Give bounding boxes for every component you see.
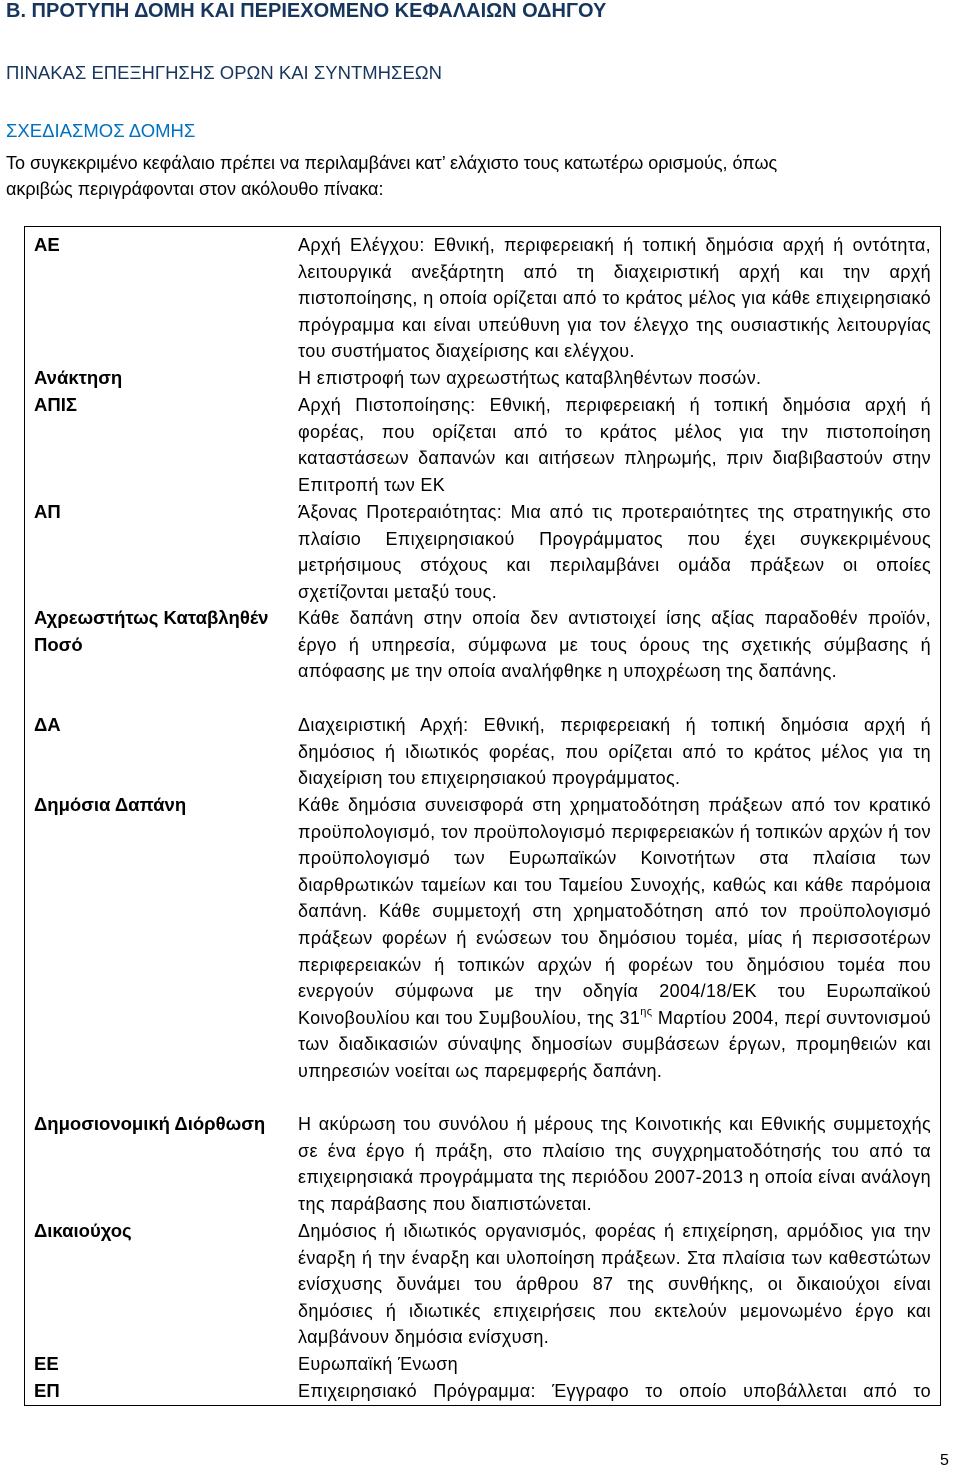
definition: Η ακύρωση του συνόλου ή μέρους της Κοινοτικής και Εθνικής συμμετοχής σε ένα έργο ή πράξη, στο πλαίσιο της συγχρηματοδότησής του από τα επιχειρησιακά προγράμματα της περιόδου 2007-2013 η οποία είναι ανάλογη της παράβασης που διαπιστώνεται. [298, 1114, 931, 1214]
definition: Ευρωπαϊκή Ένωση [298, 1354, 459, 1374]
term: Ανάκτηση [34, 367, 123, 388]
term: Δικαιούχος [34, 1220, 132, 1241]
term: ΑΠ [34, 501, 61, 522]
definition: Αρχή Ελέγχου: Εθνική, περιφερειακή ή τοπική δημόσια αρχή ή οντότητα, λειτουργικά ανεξάρτητη από τη διαχειριστική αρχή και την αρχή πιστοποίησης, η οποία ορίζεται από το κράτος μέλος για κάθε επιχειρησιακό πρόγραμμα και είναι υπεύθυνη για τον έλεγχο της ουσιαστικής λειτουργίας του συστήματος διαχείρισης και ελέγχου. [298, 235, 931, 362]
definition: Δημόσιος ή ιδιωτικός οργανισμός, φορέας ή επιχείρηση, αρμόδιος για την έναρξη ή την έναρξη και υλοποίηση πράξεων. Στα πλαίσια των καθεστώτων ενίσχυσης δυνάμει του άρθρου 87 της συνθήκης, οι δικαιούχοι είναι δημόσιες ή ιδιωτικές επιχειρήσεις που εκτελούν μεμονωμένο έργο και λαμβάνουν δημόσια ενίσχυση. [298, 1221, 931, 1348]
page-number: 5 [940, 1452, 949, 1469]
definition: Η επιστροφή των αχρεωστήτως καταβληθέντων ποσών. [298, 368, 762, 388]
definitions-table [24, 226, 941, 1406]
definition [298, 792, 931, 1085]
term: Δημοσιονομική Διόρθωση [34, 1113, 266, 1134]
definition: Αρχή Πιστοποίησης: Εθνική, περιφερειακή ή τοπική δημόσια αρχή ή φορέας, που ορίζεται από το κράτος μέλος για την πιστοποίηση καταστάσεων δαπανών και αιτήσεων πληρωμής, πριν διαβιβαστούν στην Επιτροπή των ΕΚ [298, 395, 931, 495]
section-heading: ΣΧΕΔΙΑΣΜΟΣ ΔΟΜΗΣ [6, 120, 196, 141]
definition: Επιχειρησιακό Πρόγραμμα: Έγγραφο το οποίο υποβάλλεται από το [298, 1381, 931, 1401]
ordinal-suffix: ης [640, 1005, 653, 1018]
term: ΑΕ [34, 234, 60, 255]
term: Δημόσια Δαπάνη [34, 794, 187, 815]
term: ΔΑ [34, 714, 61, 735]
definition-part: Κάθε δημόσια συνεισφορά στη χρηματοδότηση πράξεων από τον κρατικό προϋπολογισμό, τον προϋπολογισμό περιφερειακών ή τοπικών αρχών ή τον προϋπολογισμό των Ευρωπαϊκών Κοινοτήτων στα πλαίσια των διαρθρωτικών ταμείων και του Ταμείου Συνοχής, καθώς και κάθε παρόμοια δαπάνη. Κάθε συμμετοχή στη χρηματοδότηση από τον προϋπολογισμό πράξεων φορέων ή ενώσεων του δημόσιου τομέα, μίας ή περισσοτέρων περιφερειακών ή τοπικών αρχών ή φορέων του δημόσιου τομέα που ενεργούν σύμφωνα με την οδηγία 2004/18/ΕΚ του Ευρωπαϊκού Κοινοβουλίου και του Συμβουλίου, της 31 [298, 795, 931, 1028]
term: ΕΠ [34, 1380, 60, 1401]
definition: Άξονας Προτεραιότητας: Μια από τις προτεραιότητες της στρατηγικής στο πλαίσιο Επιχειρησιακού Προγράμματος που έχει συγκεκριμένους μετρήσιμους στόχους και περιλαμβάνει ομάδα πράξεων οι οποίες σχετίζονται μεταξύ τους. [298, 502, 931, 602]
definition: Διαχειριστική Αρχή: Εθνική, περιφερειακή ή τοπική δημόσια αρχή ή δημόσιος ή ιδιωτικός φορέας, που ορίζεται από το κράτος μέλος για τη διαχείριση του επιχειρησιακού προγράμματος. [298, 715, 931, 789]
intro-paragraph [6, 150, 906, 202]
term: Αχρεωστήτως Καταβληθέν Ποσό [34, 607, 269, 655]
definition-part: Μαρτίου 2004, περί συντονισμού των διαδικασιών σύναψης δημοσίων συμβάσεων έργων, προμηθειών και υπηρεσιών νοείται ως παρεμφερής δαπάνη. [298, 1007, 931, 1081]
table-heading: ΠΙΝΑΚΑΣ ΕΠΕΞΗΓΗΣΗΣ ΟΡΩΝ ΚΑΙ ΣΥΝΤΜΗΣΕΩΝ [6, 62, 442, 83]
intro-line-1: Το συγκεκριμένο κεφάλαιο πρέπει να περιλαμβάνει κατ’ ελάχιστο τους κατωτέρω ορισμούς, όπως [6, 153, 778, 173]
definition: Κάθε δαπάνη στην οποία δεν αντιστοιχεί ίσης αξίας παραδοθέν προϊόν, έργο ή υπηρεσία, σύμφωνα με τους όρους της σχετικής σύμβασης ή απόφασης με την οποία αναλήφθηκε η υποχρέωση της δαπάνης. [298, 608, 931, 682]
term: ΕΕ [34, 1353, 59, 1374]
intro-line-2: ακριβώς περιγράφονται στον ακόλουθο πίνακα: [6, 179, 384, 199]
document-title: Β. ΠΡΟΤΥΠΗ ΔΟΜΗ ΚΑΙ ΠΕΡΙΕΧΟΜΕΝΟ ΚΕΦΑΛΑΙΩΝ ΟΔΗΓΟΥ [6, 0, 607, 22]
term: ΑΠΙΣ [34, 394, 77, 415]
